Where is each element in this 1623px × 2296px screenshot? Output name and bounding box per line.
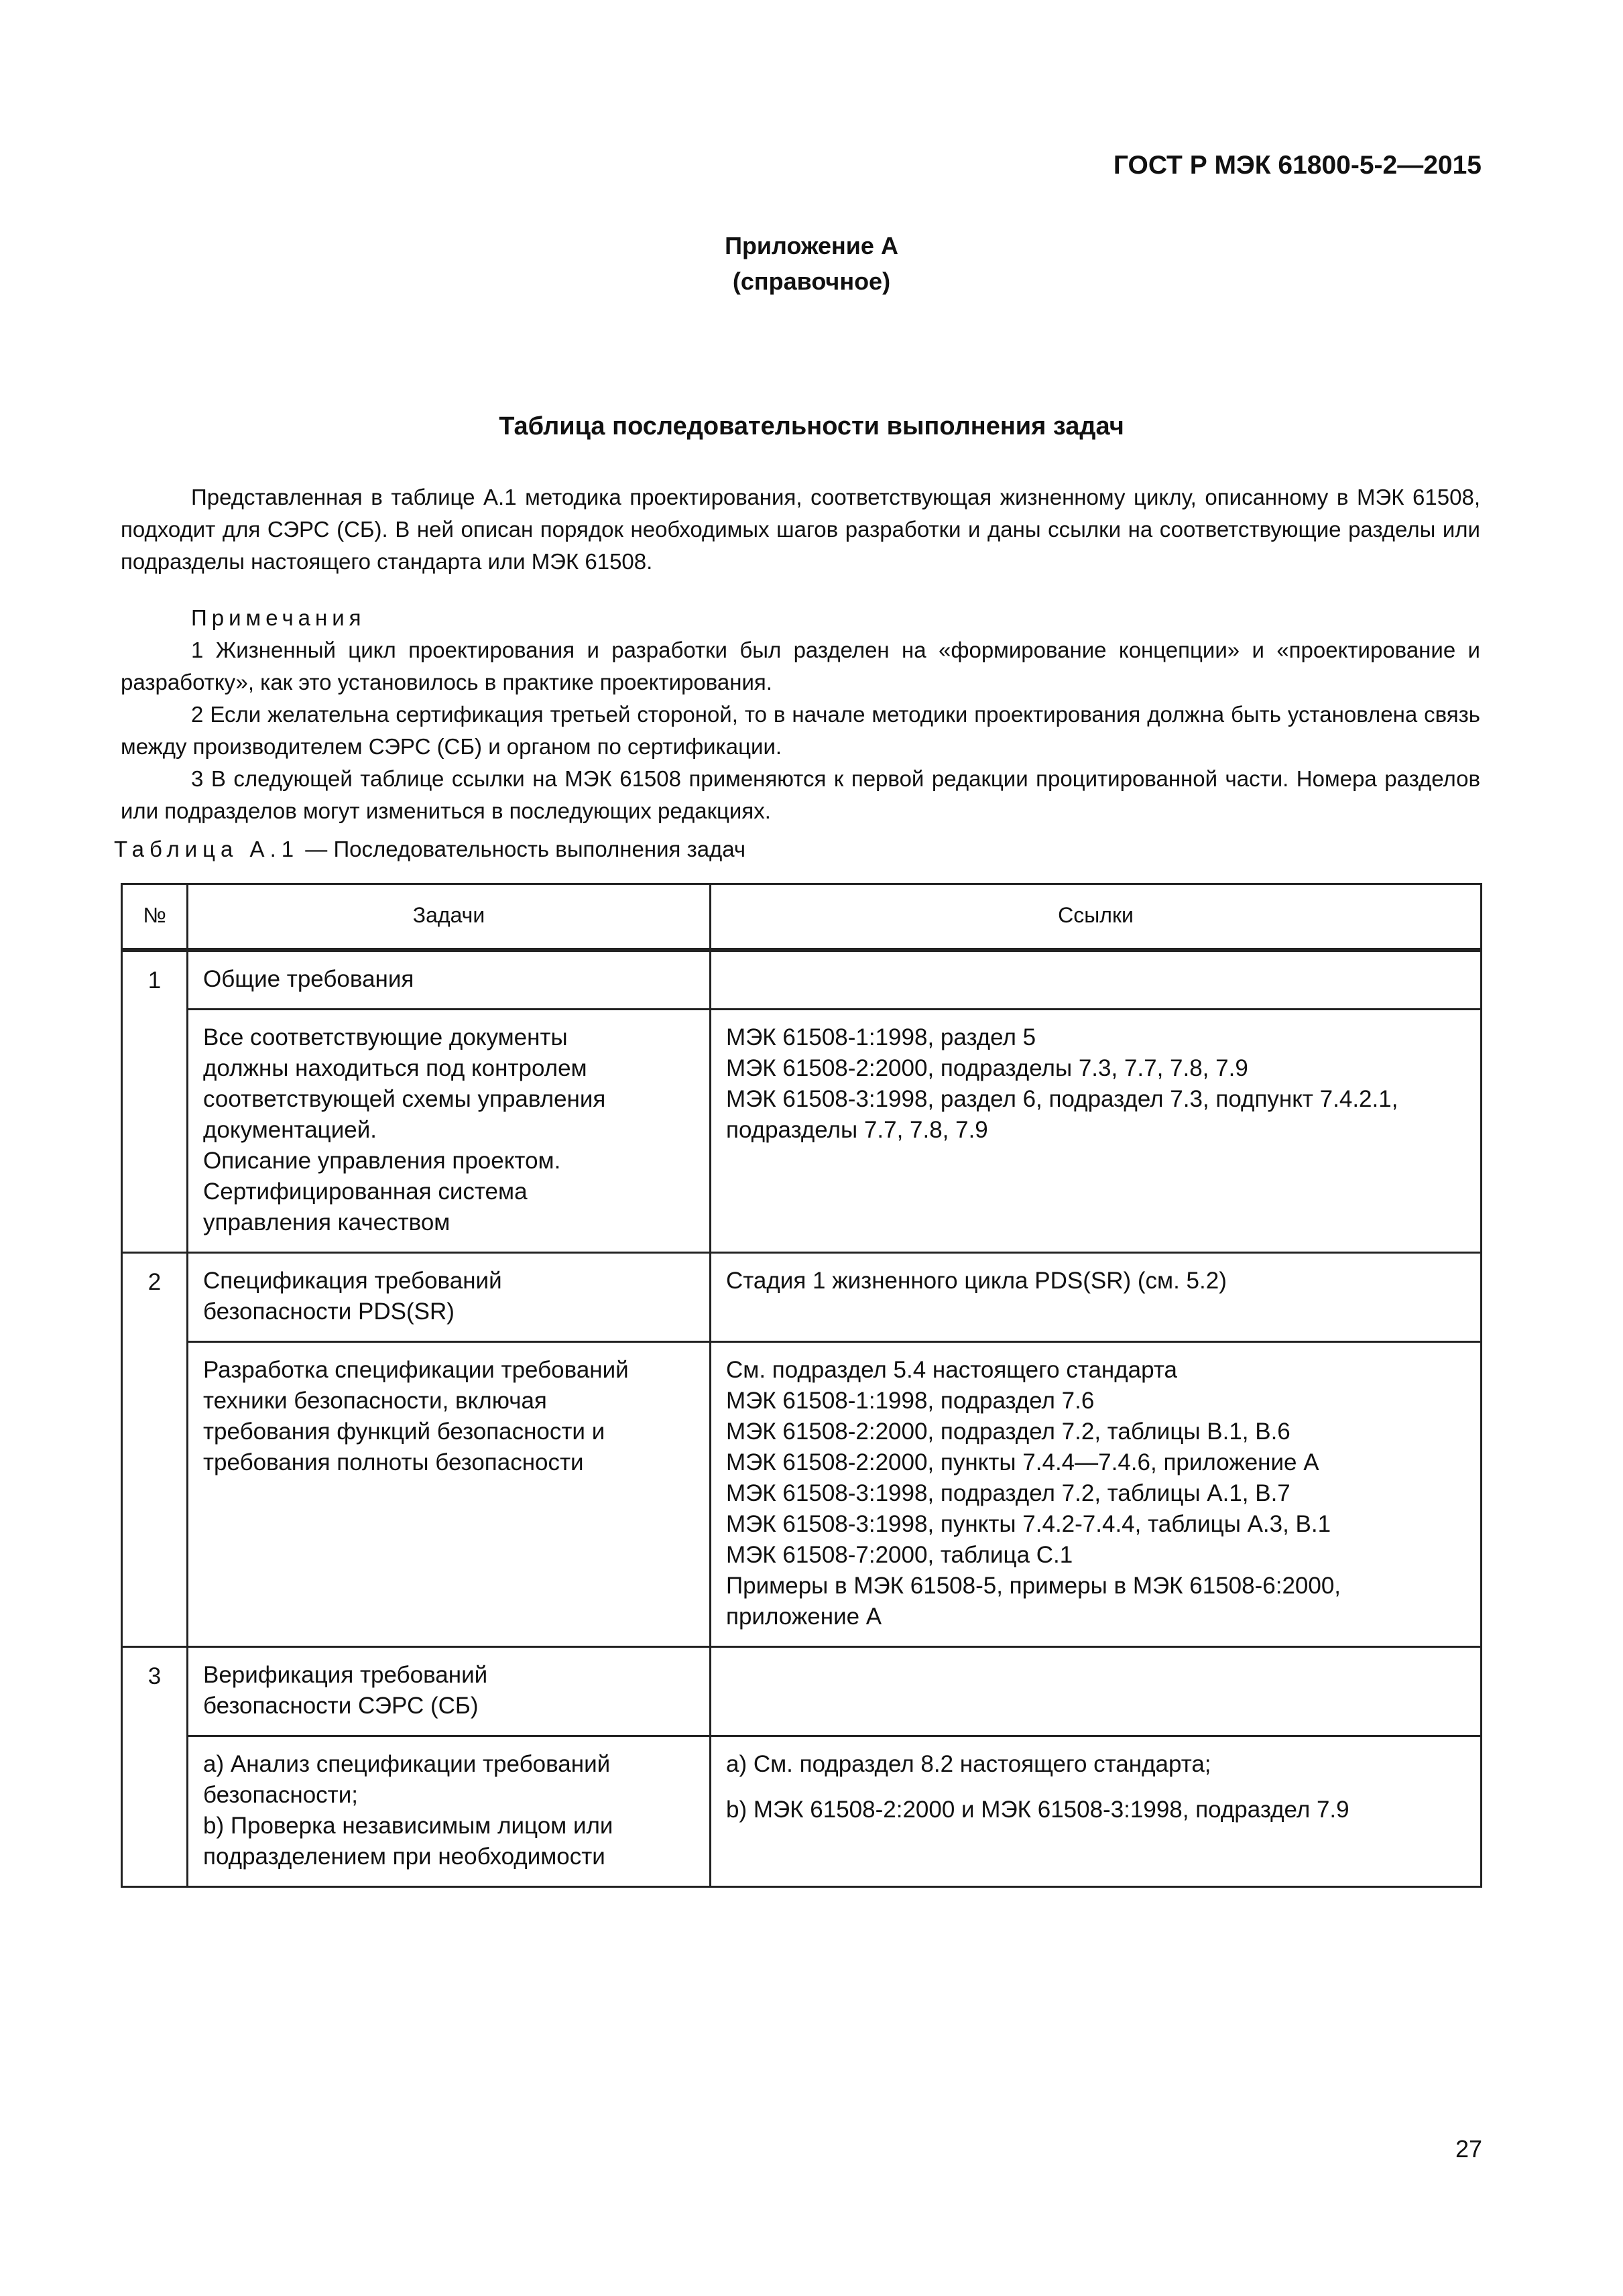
row-number: 1 bbox=[122, 950, 188, 1253]
task-line: техники безопасности, включая bbox=[203, 1388, 547, 1414]
ref-line: a) См. подраздел 8.2 настоящего стандарта; bbox=[726, 1751, 1211, 1777]
task-cell bbox=[188, 1736, 711, 1887]
task-line: Все соответствующие документы bbox=[203, 1024, 568, 1050]
row-number: 2 bbox=[122, 1253, 188, 1647]
table-caption-text: Последовательность выполнения задач bbox=[333, 837, 746, 861]
task-line: подразделением при необходимости bbox=[203, 1844, 605, 1870]
appendix-heading bbox=[0, 228, 1623, 299]
task-line: Общие требования bbox=[203, 966, 414, 992]
task-line: требования полноты безопасности bbox=[203, 1449, 584, 1475]
task-line: требования функций безопасности и bbox=[203, 1418, 605, 1445]
table-caption bbox=[114, 837, 745, 862]
tasks-table bbox=[121, 883, 1482, 1888]
header-tasks: Задачи bbox=[188, 884, 711, 951]
task-cell bbox=[188, 1342, 711, 1647]
intro-paragraph: Представленная в таблице А.1 методика проектирования, соответствующая жизненному циклу, описанному в МЭК 61508, подходит для СЭРС (СБ). В ней описан порядок необходимых шагов разработки и даны ссылки на соответствующие разделы или подразделы настоящего стандарта или МЭК 61508. bbox=[121, 485, 1480, 574]
table-header-row bbox=[122, 884, 1482, 951]
ref-spacer bbox=[726, 1780, 1465, 1795]
task-line: Сертифицированная система bbox=[203, 1179, 528, 1205]
task-line: должны находиться под контролем bbox=[203, 1055, 587, 1081]
ref-line: Стадия 1 жизненного цикла PDS(SR) (см. 5.2) bbox=[726, 1268, 1227, 1294]
notes-block bbox=[121, 602, 1480, 827]
table-row bbox=[122, 950, 1482, 1010]
task-line: Верификация требований bbox=[203, 1662, 488, 1688]
ref-line: МЭК 61508-1:1998, раздел 5 bbox=[726, 1024, 1036, 1050]
task-line: документацией. bbox=[203, 1117, 377, 1143]
note-item: 1 Жизненный цикл проектирования и разработки был разделен на «формирование концепции» и «проектирование и разработку», как это установилось в практике проектирования. bbox=[121, 638, 1480, 694]
task-line: b) Проверка независимым лицом или bbox=[203, 1813, 613, 1839]
task-cell bbox=[188, 1253, 711, 1342]
ref-line: МЭК 61508-2:2000, пункты 7.4.4—7.4.6, приложение А bbox=[726, 1449, 1319, 1475]
task-line: Спецификация требований bbox=[203, 1268, 502, 1294]
task-line: управления качеством bbox=[203, 1209, 450, 1235]
appendix-title: Приложение А bbox=[725, 232, 898, 259]
task-cell bbox=[188, 1647, 711, 1736]
notes-heading: Примечания bbox=[191, 605, 366, 630]
task-line: безопасности PDS(SR) bbox=[203, 1298, 455, 1325]
appendix-subtitle: (справочное) bbox=[732, 267, 891, 295]
ref-line: МЭК 61508-3:1998, пункты 7.4.2-7.4.4, таблицы А.3, В.1 bbox=[726, 1511, 1331, 1537]
ref-line: b) МЭК 61508-2:2000 и МЭК 61508-3:1998, подраздел 7.9 bbox=[726, 1797, 1349, 1823]
refs-cell bbox=[711, 1253, 1482, 1342]
task-cell bbox=[188, 1010, 711, 1253]
note-item: 3 В следующей таблице ссылки на МЭК 61508 применяются к первой редакции процитированной части. Номера разделов или подразделов могут измениться в последующих редакциях. bbox=[121, 766, 1480, 823]
table-row bbox=[122, 1010, 1482, 1253]
table-caption-label: Таблица А.1 bbox=[114, 837, 300, 861]
task-line: безопасности СЭРС (СБ) bbox=[203, 1693, 479, 1719]
task-line: соответствующей схемы управления bbox=[203, 1086, 606, 1112]
table-row bbox=[122, 1647, 1482, 1736]
ref-line: МЭК 61508-2:2000, подразделы 7.3, 7.7, 7.8, 7.9 bbox=[726, 1055, 1248, 1081]
header-num: № bbox=[122, 884, 188, 951]
document-number: ГОСТ Р МЭК 61800-5-2—2015 bbox=[1113, 151, 1482, 180]
row-number: 3 bbox=[122, 1647, 188, 1887]
ref-line: подразделы 7.7, 7.8, 7.9 bbox=[726, 1117, 988, 1143]
task-line: Разработка спецификации требований bbox=[203, 1357, 629, 1383]
refs-cell bbox=[711, 950, 1482, 1010]
ref-line: МЭК 61508-3:1998, подраздел 7.2, таблицы А.1, В.7 bbox=[726, 1480, 1290, 1506]
ref-line: МЭК 61508-1:1998, подраздел 7.6 bbox=[726, 1388, 1095, 1414]
ref-line: См. подраздел 5.4 настоящего стандарта bbox=[726, 1357, 1177, 1383]
refs-cell bbox=[711, 1736, 1482, 1887]
table-caption-separator: — bbox=[305, 837, 328, 861]
task-line: a) Анализ спецификации требований bbox=[203, 1751, 611, 1777]
ref-line: приложение А bbox=[726, 1604, 882, 1630]
table-row bbox=[122, 1342, 1482, 1647]
refs-cell bbox=[711, 1342, 1482, 1647]
section-title: Таблица последовательности выполнения задач bbox=[499, 412, 1124, 440]
refs-cell bbox=[711, 1647, 1482, 1736]
ref-line: МЭК 61508-3:1998, раздел 6, подраздел 7.3, подпункт 7.4.2.1, bbox=[726, 1086, 1398, 1112]
header-refs: Ссылки bbox=[711, 884, 1482, 951]
ref-line: МЭК 61508-2:2000, подраздел 7.2, таблицы В.1, В.6 bbox=[726, 1418, 1290, 1445]
page-number: 27 bbox=[1455, 2135, 1482, 2163]
task-line: безопасности; bbox=[203, 1782, 358, 1808]
task-line: Описание управления проектом. bbox=[203, 1148, 561, 1174]
ref-line: Примеры в МЭК 61508-5, примеры в МЭК 61508-6:2000, bbox=[726, 1573, 1341, 1599]
ref-line: МЭК 61508-7:2000, таблица С.1 bbox=[726, 1542, 1073, 1568]
table-row bbox=[122, 1736, 1482, 1887]
note-item: 2 Если желательна сертификация третьей стороной, то в начале методики проектирования должна быть установлена связь между производителем СЭРС (СБ) и органом по сертификации. bbox=[121, 702, 1480, 759]
task-cell bbox=[188, 950, 711, 1010]
table-row bbox=[122, 1253, 1482, 1342]
refs-cell bbox=[711, 1010, 1482, 1253]
